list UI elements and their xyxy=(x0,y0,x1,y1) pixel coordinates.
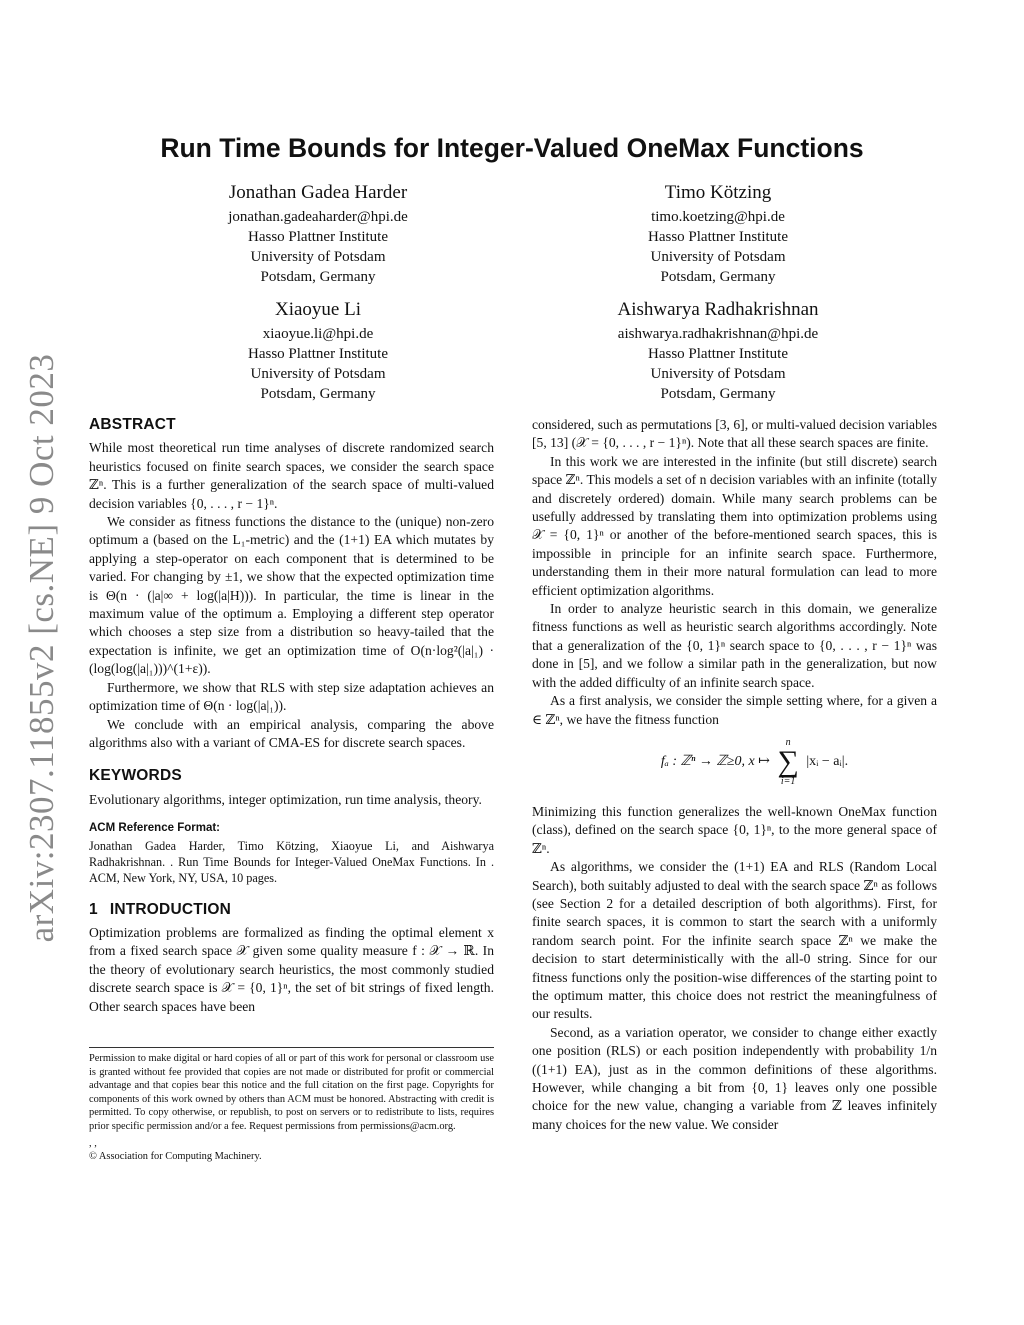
body-paragraph: Minimizing this function generalizes the well-known OneMax function (class), defined on the search space {0, 1}ⁿ, to the more general space of ℤⁿ. xyxy=(532,803,937,856)
author-university: University of Potsdam xyxy=(250,366,386,382)
author-university: University of Potsdam xyxy=(650,249,786,265)
author-name: Aishwarya Radhakrishnan xyxy=(617,299,819,320)
acm-reference-text: Jonathan Gadea Harder, Timo Kötzing, Xiaoyue Li, and Aishwarya Radhakrishnan. . Run Time Bounds for Integer-Valued OneMax Functions. In . ACM, New York, NY, USA, 10 pages. xyxy=(89,838,494,885)
right-column xyxy=(532,416,937,1134)
footnote-rule xyxy=(89,1047,494,1048)
author-block xyxy=(158,297,478,404)
sum-symbol: ∑ xyxy=(777,744,799,778)
author-location: Potsdam, Germany xyxy=(660,386,776,402)
author-block xyxy=(158,180,478,287)
left-column xyxy=(89,416,494,1016)
fitness-function-formula xyxy=(572,737,937,793)
copyright-notice: © Association for Computing Machinery. xyxy=(89,1151,262,1163)
section-title: INTRODUCTION xyxy=(109,900,232,918)
author-name: Xiaoyue Li xyxy=(274,299,361,320)
author-institute: Hasso Plattner Institute xyxy=(248,229,388,245)
formula-left: fₐ : ℤⁿ → ℤ≥0, x ↦ xyxy=(660,754,770,770)
author-university: University of Potsdam xyxy=(250,249,386,265)
author-university: University of Potsdam xyxy=(650,366,786,382)
body-paragraph: In order to analyze heuristic search in this domain, we generalize fitness functions as well as heuristic search algorithms accordingly. Note that a generalization of the {0, 1}ⁿ search space to {0, . . . , r − 1}ⁿ was done in [5], and we follow a similar path in the generalization, but now with the added difficulty of an infinite search space. xyxy=(532,601,937,690)
body-paragraph: As a first analysis, we consider the simple setting where, for a given a ∈ ℤⁿ, we have the fitness function xyxy=(532,693,937,727)
author-email: jonathan.gadeaharder@hpi.de xyxy=(228,209,408,225)
author-email: aishwarya.radhakrishnan@hpi.de xyxy=(617,326,819,342)
body-paragraph: Second, as a variation operator, we consider to change either exactly one position (RLS) or each position independently with probability 1/n ((1+1) EA), just as in the common definitions of these algorithms. However, while changing a bit from {0, 1} leaves only one possible choice for the new value, changing a variable from ℤ leaves infinitely many choices for the new value. We consider xyxy=(532,1024,937,1132)
abstract-paragraph: We consider as fitness functions the distance to the (unique) non-zero optimum a (based on the L₁-metric) and the (1+1) EA which mutates by applying a step-operator on each component that is determined to be varied. For changing by ±1, we show that the expected optimization time is Θ(n · (|a|∞ + log(|a|H))). In particular, the time is linear in the maximum value of the optimum a. Employing a different step operator which chooses a step size from a distribution so heavy-tailed that the expectation is infinite, we get an optimization time of O(n·log²(|a|₁) · (log(log(|a|₁)))^(1+ε)). xyxy=(89,514,494,677)
keywords-heading: KEYWORDS xyxy=(89,767,182,785)
author-name: Jonathan Gadea Harder xyxy=(228,182,408,203)
keywords-text: Evolutionary algorithms, integer optimization, run time analysis, theory. xyxy=(89,791,482,807)
section-number: 1 xyxy=(89,900,98,918)
author-location: Potsdam, Germany xyxy=(260,386,376,402)
acm-reference-label: ACM Reference Format: xyxy=(89,822,220,835)
abstract-paragraph: Furthermore, we show that RLS with step size adaptation achieves an optimization time of Θ(n · log(|a|₁)). xyxy=(89,679,494,714)
author-institute: Hasso Plattner Institute xyxy=(648,346,788,362)
abstract-paragraph: We conclude with an empirical analysis, comparing the above algorithms also with a variant of CMA-ES for discrete search spaces. xyxy=(89,716,494,750)
author-name: Timo Kötzing xyxy=(664,182,772,203)
body-paragraph: considered, such as permutations [3, 6], or multi-valued decision variables [5, 13] (𝒳 = {0, . . . , r − 1}ⁿ). Note that all these search spaces are finite. xyxy=(532,417,937,451)
author-block xyxy=(558,297,878,404)
permission-notice: Permission to make digital or hard copies of all or part of this work for personal or classroom use is granted without fee provided that copies are not made or distributed for profit or commercial advantage and that copies bear this notice and the full citation on the first page. Copyrights for components of this work owned by others than ACM must be honored. Abstracting with credit is permitted. To copy otherwise, or republish, to post on servers or to redistribute to lists, requires prior specific permission and/or a fee. Request permissions from permissions@acm.org. xyxy=(89,1053,494,1132)
sum-upper-limit: n xyxy=(785,736,791,748)
footnote-commas: , , xyxy=(89,1137,97,1149)
summation xyxy=(777,737,798,787)
abstract-heading: ABSTRACT xyxy=(89,416,176,433)
paper-title: Run Time Bounds for Integer-Valued OneMax Functions xyxy=(160,133,864,163)
body-paragraph: In this work we are interested in the infinite (but still discrete) search space ℤⁿ. This models a set of n decision variables with an infinite (totally and discretely ordered) domain. While many search problems can be usefully addressed by translating them into optimization problems using 𝒳 = {0, 1}ⁿ or another of the before-mentioned search spaces, this is impossible in principle for an infinite search space. Furthermore, understanding them in their more natural formulation can lead to more efficient optimization algorithms. xyxy=(532,453,937,598)
author-institute: Hasso Plattner Institute xyxy=(248,346,388,362)
formula-right: |xᵢ − aᵢ|. xyxy=(806,754,849,770)
author-location: Potsdam, Germany xyxy=(260,269,376,285)
author-block xyxy=(558,180,878,287)
introduction-heading xyxy=(89,901,494,919)
sum-lower-limit: i=1 xyxy=(780,775,796,787)
footnote xyxy=(89,1047,494,1164)
body-paragraph: As algorithms, we consider the (1+1) EA and RLS (Random Local Search), both suitably adjusted to deal with the search space ℤⁿ as follows (see Section 2 for a detailed description of both algorithms). First, for finite search spaces, it is common to start the search with a uniformly random search point. For the infinite search space ℤⁿ we make the decision to start deterministically with the all-0 string. Since for our fitness functions only the position-wise differences of the starting point to the optimum matter, this choice does not restrict the meaningfulness of our results. xyxy=(532,859,937,1022)
author-email: timo.koetzing@hpi.de xyxy=(651,209,785,225)
arxiv-identifier: arXiv:2307.11855v2 [cs.NE] 9 Oct 2023 xyxy=(22,353,61,943)
introduction-paragraph: Optimization problems are formalized as finding the optimal element x from a fixed search space 𝒳 given some quality measure f : 𝒳 → ℝ. In the theory of evolutionary search heuristics, the most commonly studied discrete search space is 𝒳 = {0, 1}ⁿ, the set of bit strings of fixed length. Other search spaces have been xyxy=(89,924,494,1014)
author-location: Potsdam, Germany xyxy=(660,269,776,285)
author-institute: Hasso Plattner Institute xyxy=(648,229,788,245)
author-email: xiaoyue.li@hpi.de xyxy=(262,326,374,342)
abstract-paragraph: While most theoretical run time analyses of discrete randomized search heuristics focused on finite search spaces, we consider the search space ℤⁿ. This is a further generalization of the search space of multi-valued decision variables {0, . . . , r − 1}ⁿ. xyxy=(89,440,494,511)
